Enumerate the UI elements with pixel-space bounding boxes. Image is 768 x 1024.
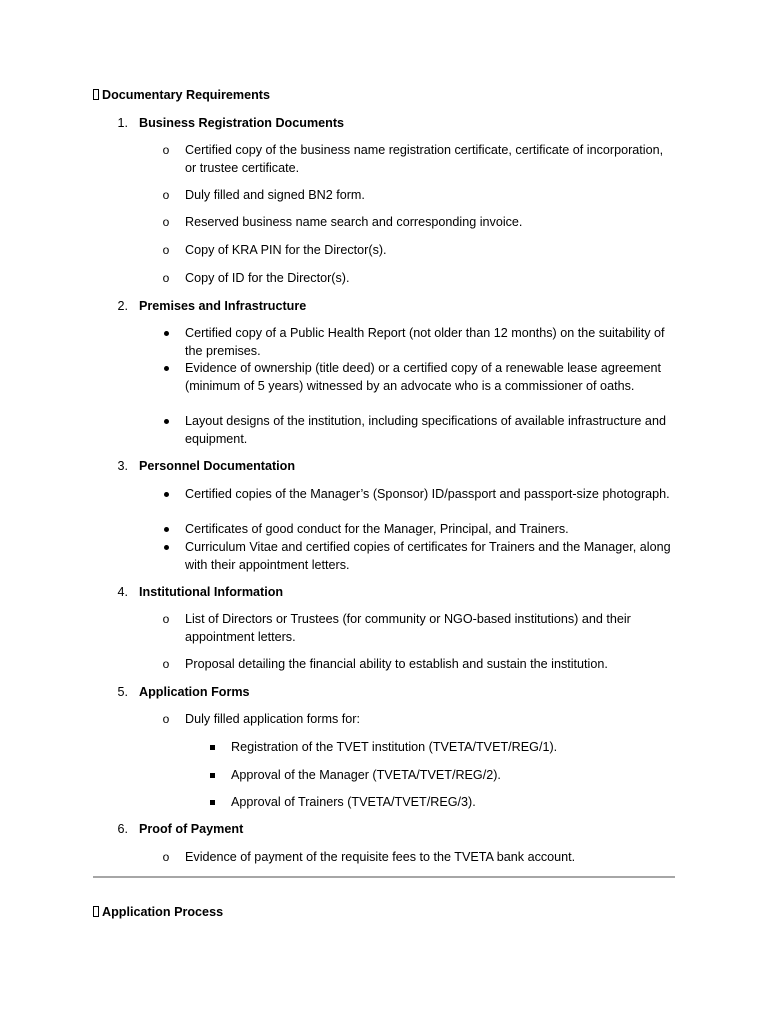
circle-bullet-icon: o	[162, 243, 170, 257]
disc-bullet-icon	[161, 325, 171, 336]
missing-glyph-icon	[93, 89, 99, 100]
section-title: Proof of Payment	[139, 822, 244, 836]
list-item: Copy of KRA PIN for the Director(s).	[185, 243, 387, 257]
documentary-requirements-heading: Documentary Requirements	[93, 87, 270, 105]
list-item: Evidence of ownership (title deed) or a certified copy of a renewable lease agreement (minimum of 5 years) witnessed by an advocate who is a commissioner of oaths.	[185, 361, 662, 393]
section-title: Premises and Infrastructure	[139, 299, 307, 313]
disc-bullet-icon	[161, 521, 171, 532]
list-item: Certified copy of the business name registration certificate, certificate of incorporation, or trustee certificate.	[185, 143, 664, 175]
sub-list-item: Approval of Trainers (TVETA/TVET/REG/3).	[231, 795, 476, 809]
circle-bullet-icon: o	[162, 143, 170, 157]
section-title: Personnel Documentation	[139, 459, 296, 473]
list-item: Curriculum Vitae and certified copies of certificates for Trainers and the Manager, along with their appointment letters.	[185, 540, 671, 572]
list-item: Evidence of payment of the requisite fees to the TVETA bank account.	[185, 850, 576, 864]
section-title: Business Registration Documents	[139, 116, 345, 130]
list-item: List of Directors or Trustees (for community or NGO-based institutions) and their appointment letters.	[185, 612, 631, 644]
disc-bullet-icon	[161, 360, 171, 371]
sub-list-item: Approval of the Manager (TVETA/TVET/REG/2).	[231, 768, 501, 782]
list-item: Certificates of good conduct for the Manager, Principal, and Trainers.	[185, 522, 569, 536]
application-process-heading: Application Process	[93, 904, 223, 922]
square-bullet-icon	[207, 767, 217, 778]
section-title: Application Forms	[139, 685, 250, 699]
section-title: Institutional Information	[139, 585, 284, 599]
circle-bullet-icon: o	[162, 188, 170, 202]
horizontal-rule	[93, 876, 675, 878]
section-number: 6.	[117, 822, 128, 836]
section-number: 3.	[117, 459, 128, 473]
circle-bullet-icon: o	[162, 850, 170, 864]
section-number: 5.	[117, 685, 128, 699]
list-item: Layout designs of the institution, including specifications of available infrastructure and equipment.	[185, 414, 666, 446]
disc-bullet-icon	[161, 486, 171, 497]
list-item: Certified copy of a Public Health Report (not older than 12 months) on the suitability of the premises.	[185, 326, 665, 358]
section-number: 2.	[117, 299, 128, 313]
list-item: Proposal detailing the financial ability to establish and sustain the institution.	[185, 657, 608, 671]
list-item: Duly filled application forms for:	[185, 712, 360, 726]
missing-glyph-icon	[93, 906, 99, 917]
circle-bullet-icon: o	[162, 271, 170, 285]
circle-bullet-icon: o	[162, 657, 170, 671]
sub-list-item: Registration of the TVET institution (TVETA/TVET/REG/1).	[231, 740, 558, 754]
section-number: 1.	[117, 116, 128, 130]
square-bullet-icon	[207, 739, 217, 750]
list-item: Reserved business name search and corresponding invoice.	[185, 215, 523, 229]
list-item: Copy of ID for the Director(s).	[185, 271, 350, 285]
circle-bullet-icon: o	[162, 612, 170, 626]
list-item: Certified copies of the Manager’s (Sponsor) ID/passport and passport-size photograph.	[185, 487, 670, 501]
square-bullet-icon	[207, 794, 217, 805]
list-item: Duly filled and signed BN2 form.	[185, 188, 365, 202]
circle-bullet-icon: o	[162, 712, 170, 726]
section-number: 4.	[117, 585, 128, 599]
disc-bullet-icon	[161, 539, 171, 550]
disc-bullet-icon	[161, 413, 171, 424]
circle-bullet-icon: o	[162, 215, 170, 229]
